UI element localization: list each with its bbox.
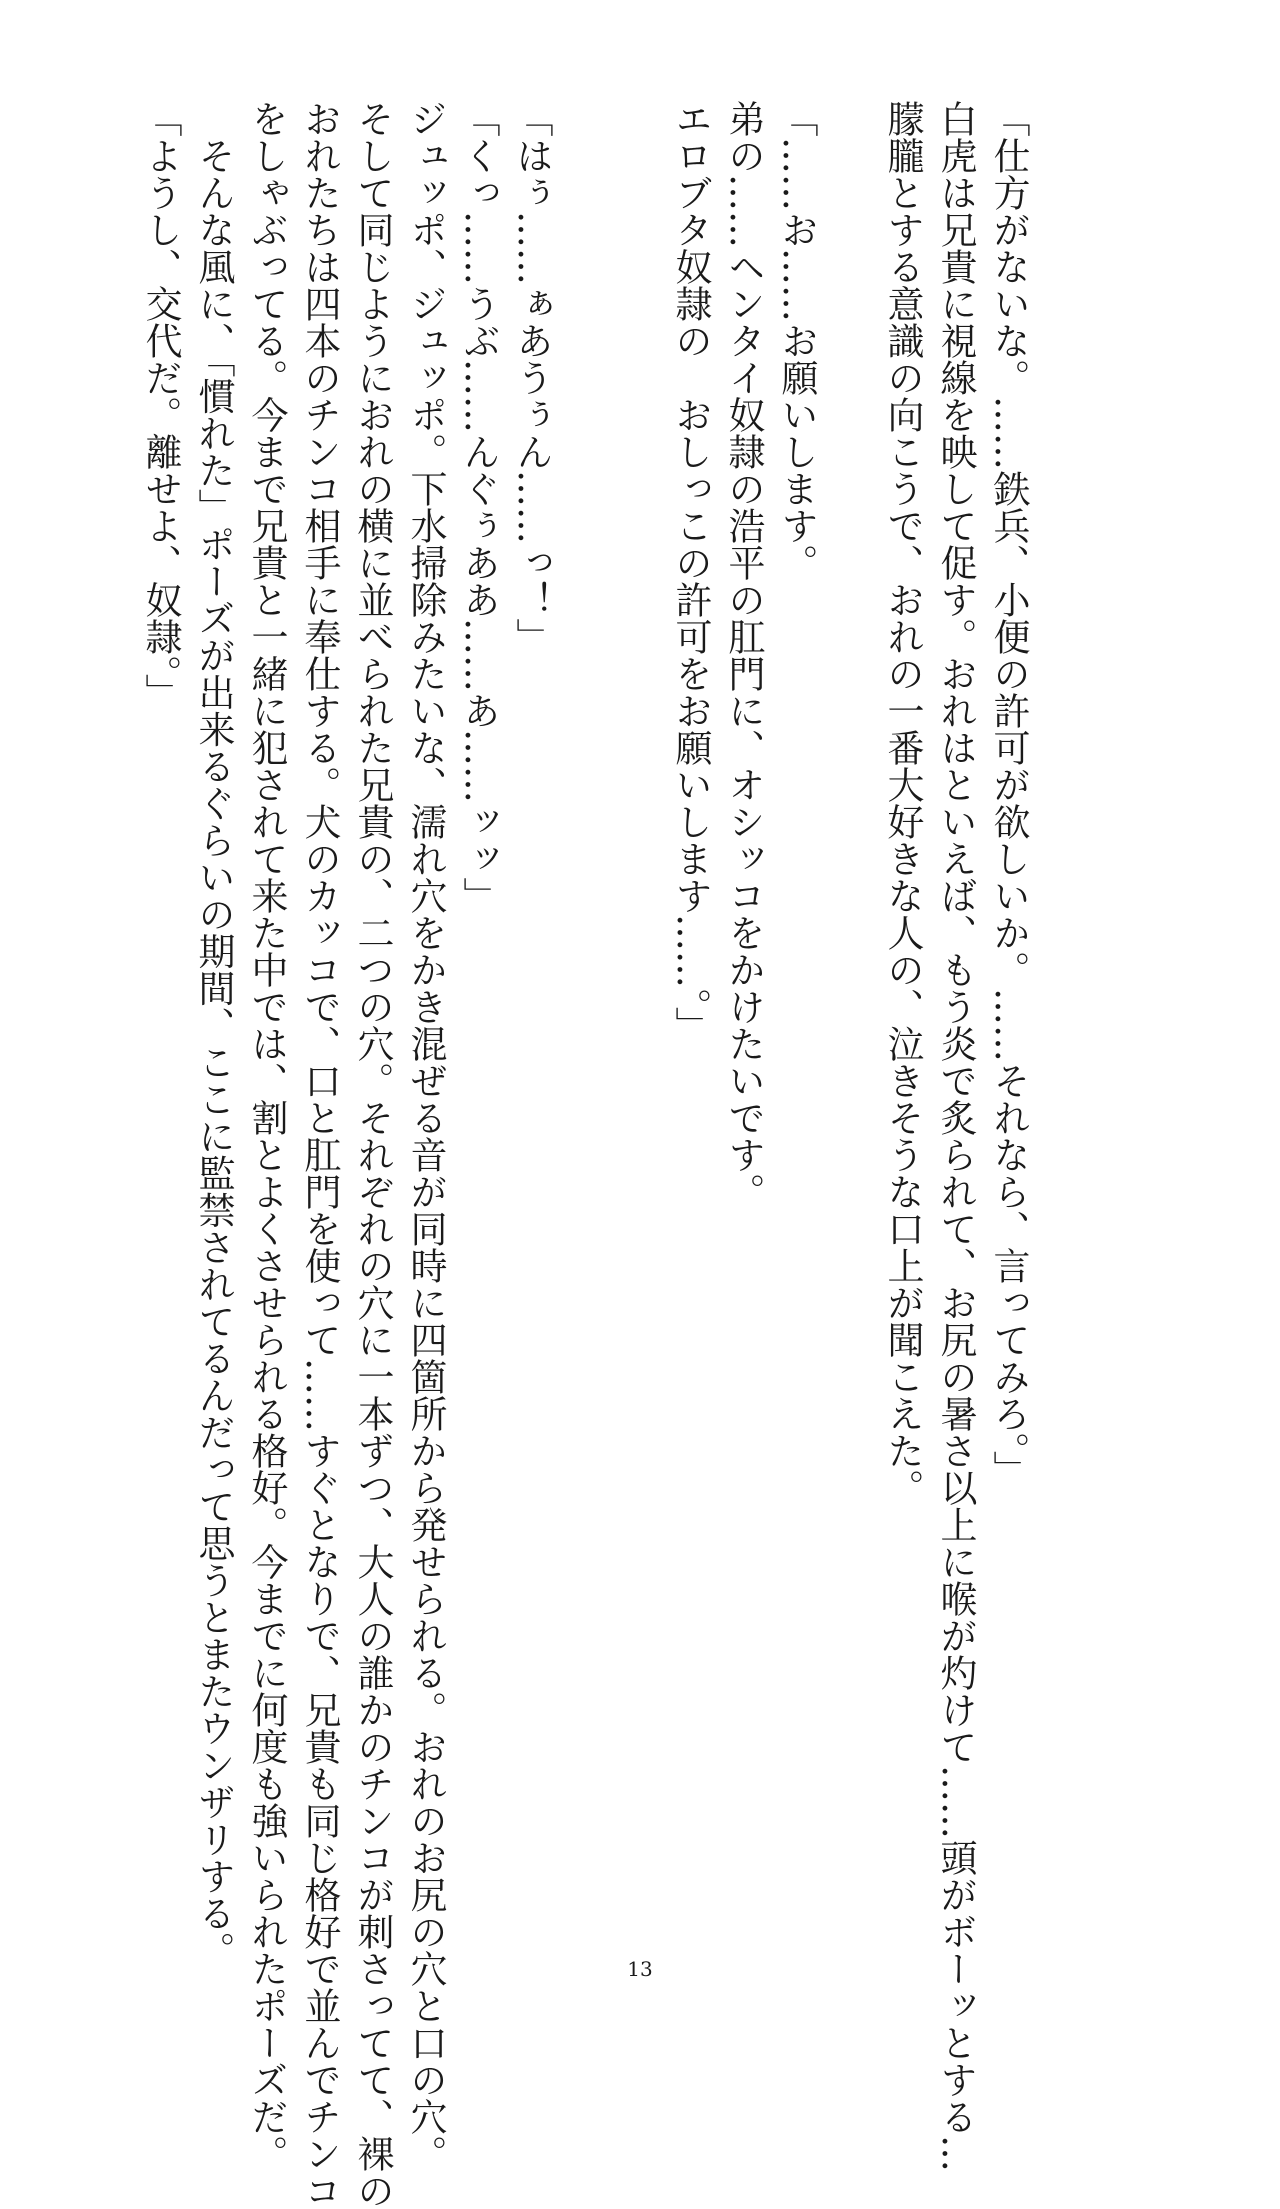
page-number: 13 [627, 1957, 653, 1981]
text-line: おれたちは四本のチンコ相手に奉仕する。犬のカッコで、口と肛門を使って……すぐとなりで、兄貴も同じ格好で並んでチンコ [298, 100, 341, 2209]
text-line: 弟の……ヘンタイ奴隷の浩平の肛門に、オシッコをかけたいです。 [722, 100, 765, 1210]
text-line: そして同じようにおれの横に並べられた兄貴の、二つの穴。それぞれの穴に一本ずつ、大人の誰かのチンコが刺さってて、裸の [351, 100, 394, 2209]
blank-line [558, 100, 611, 1960]
text-line: 「はぅ……ぁあうぅん……っ！」 [510, 100, 553, 655]
text-line: 白虎は兄貴に視線を映して促す。おれはといえば、もう炎で炙られて、お尻の暑さ以上に喉が灼けて……頭がボーッとする… [934, 100, 977, 2172]
text-line: 「ようし、交代だ。離せよ、奴隷。」 [139, 100, 182, 711]
text-line: 朦朧とする意識の向こうで、おれの一番大好きな人の、泣きそうな口上が聞こえた。 [881, 100, 924, 1506]
text-line: 「くっ……うぶ……んぐぅああ……あ……ッッ」 [457, 100, 500, 914]
text-line: ジュッポ、ジュッポ。下水掃除みたいな、濡れ穴をかき混ぜる音が同時に四箇所から発せられる。おれのお尻の穴と口の穴。 [404, 100, 447, 2172]
text-line: 「仕方がないな。……鉄兵、小便の許可が欲しいか。……それなら、言ってみろ。」 [987, 100, 1030, 1488]
text-line: をしゃぶってる。今まで兄貴と一緒に犯されて来た中では、割とよくさせられる格好。今までに何度も強いられたポーズだ。 [245, 100, 288, 2172]
text-line: 「……お……お願いします。 [775, 100, 818, 581]
text-line: そんな風に、「慣れた」ポーズが出来るぐらいの期間、ここに監禁されてるんだって思うとまたウンザリする。 [192, 100, 235, 1969]
blank-line [823, 100, 876, 1960]
blank-line [611, 100, 664, 1960]
text-line: エロブタ奴隷の おしっこの許可をお願いします……。」 [669, 100, 712, 1044]
